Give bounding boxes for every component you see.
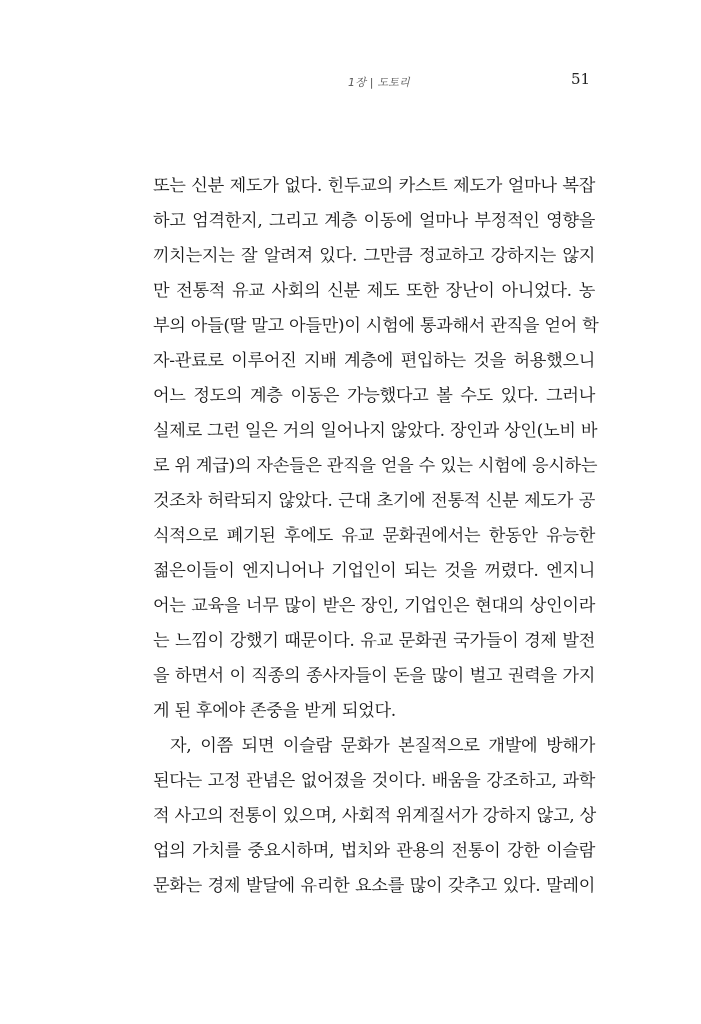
text-line: 만 전통적 유교 사회의 신분 제도 또한 장난이 아니었다. 농 <box>153 281 595 301</box>
text-line: 된다는 고정 관념은 없어졌을 것이다. 배움을 강조하고, 과학 <box>153 771 595 791</box>
paragraph-1 <box>153 169 599 729</box>
text-line: 하고 엄격한지, 그리고 계층 이동에 얼마나 부정적인 영향을 <box>153 211 595 231</box>
text-line: 게 된 후에야 존중을 받게 되었다. <box>153 701 396 721</box>
text-line: 문화는 경제 발달에 유리한 요소를 많이 갖추고 있다. 말레이 <box>153 876 595 896</box>
text-line: 또는 신분 제도가 없다. 힌두교의 카스트 제도가 얼마나 복잡 <box>153 176 595 196</box>
text-line: 로 위 계급)의 자손들은 관직을 얻을 수 있는 시험에 응시하는 <box>153 456 598 476</box>
text-line: 적 사고의 전통이 있으며, 사회적 위계질서가 강하지 않고, 상 <box>153 806 596 826</box>
text-line: 자-관료로 이루어진 지배 계층에 편입하는 것을 허용했으니 <box>153 351 595 371</box>
text-line: 업의 가치를 중요시하며, 법치와 관용의 전통이 강한 이슬람 <box>153 841 595 861</box>
text-line: 는 느낌이 강했기 때문이다. 유교 문화권 국가들이 경제 발전 <box>153 631 595 651</box>
text-line: 것조차 허락되지 않았다. 근대 초기에 전통적 신분 제도가 공 <box>153 491 595 511</box>
chapter-label: 1장 | 도토리 <box>348 76 410 89</box>
running-head <box>0 70 701 94</box>
text-line: 젊은이들이 엔지니어나 기업인이 되는 것을 꺼렸다. 엔지니 <box>153 561 595 581</box>
text-line: 끼치는지는 잘 알려져 있다. 그만큼 정교하고 강하지는 않지 <box>153 246 595 266</box>
page-number: 51 <box>571 70 591 88</box>
text-line: 식적으로 폐기된 후에도 유교 문화권에서는 한동안 유능한 <box>153 526 595 546</box>
body-text <box>153 169 599 904</box>
text-line: 실제로 그런 일은 거의 일어나지 않았다. 장인과 상인(노비 바 <box>153 421 598 441</box>
text-line: 부의 아들(딸 말고 아들만)이 시험에 통과해서 관직을 얻어 학 <box>153 316 599 336</box>
text-line: 자, 이쯤 되면 이슬람 문화가 본질적으로 개발에 방해가 <box>170 736 595 756</box>
text-line: 어는 교육을 너무 많이 받은 장인, 기업인은 현대의 상인이라 <box>153 596 595 616</box>
text-line: 어느 정도의 계층 이동은 가능했다고 볼 수도 있다. 그러나 <box>153 386 595 406</box>
text-line: 을 하면서 이 직종의 종사자들이 돈을 많이 벌고 권력을 가지 <box>153 666 595 686</box>
paragraph-2 <box>153 729 595 904</box>
